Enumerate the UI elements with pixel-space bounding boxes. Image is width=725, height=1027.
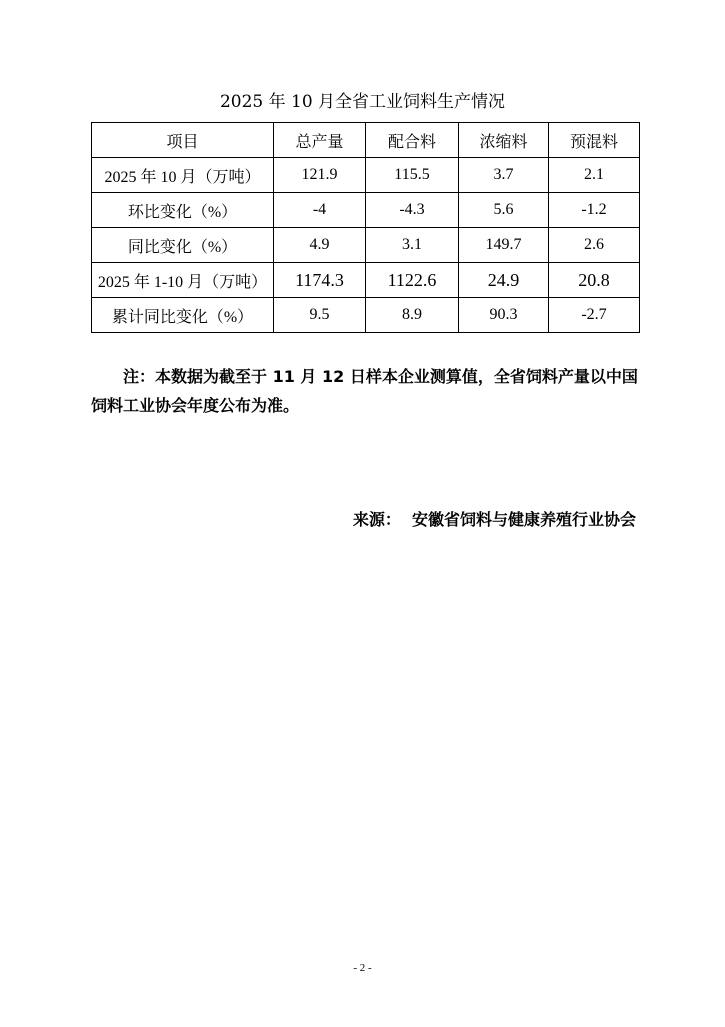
header-total-output: 总产量	[274, 123, 366, 158]
table-cell: 1174.3	[274, 263, 366, 298]
table-cell: 9.5	[274, 298, 366, 333]
row-label: 同比变化（%）	[92, 228, 274, 263]
table-cell: 90.3	[459, 298, 549, 333]
table-cell: -2.7	[549, 298, 640, 333]
table-cell: 149.7	[459, 228, 549, 263]
table-cell: -4.3	[366, 193, 459, 228]
table-cell: 2.1	[549, 158, 640, 193]
row-label: 环比变化（%）	[92, 193, 274, 228]
header-compound-feed: 配合料	[366, 123, 459, 158]
header-item: 项目	[92, 123, 274, 158]
table-cell: 20.8	[549, 263, 640, 298]
table-cell: 115.5	[366, 158, 459, 193]
table-cell: 1122.6	[366, 263, 459, 298]
table-cell: 3.1	[366, 228, 459, 263]
table-cell: 24.9	[459, 263, 549, 298]
table-cell: 5.6	[459, 193, 549, 228]
table-cell: -1.2	[549, 193, 640, 228]
table-row	[92, 158, 640, 193]
table-cell: 8.9	[366, 298, 459, 333]
table-row	[92, 228, 640, 263]
table-cell: 3.7	[459, 158, 549, 193]
table-cell: 2.6	[549, 228, 640, 263]
data-note: 注：本数据为截至于 11 月 12 日样本企业测算值，全省饲料产量以中国饲料工业协会年度公布为准。	[91, 367, 638, 415]
table-row	[92, 263, 640, 298]
table-cell: 4.9	[274, 228, 366, 263]
header-premix-feed: 预混料	[549, 123, 640, 158]
production-table	[91, 122, 640, 333]
page-number: - 2 -	[353, 962, 372, 974]
table-cell: 121.9	[274, 158, 366, 193]
source-attribution: 来源： 安徽省饲料与健康养殖行业协会	[352, 510, 636, 529]
row-label: 2025 年 1-10 月（万吨）	[92, 263, 274, 298]
table-row	[92, 193, 640, 228]
table-header-row	[92, 123, 640, 158]
table-row	[92, 298, 640, 333]
row-label: 累计同比变化（%）	[92, 298, 274, 333]
table-cell: -4	[274, 193, 366, 228]
row-label: 2025 年 10 月（万吨）	[92, 158, 274, 193]
document-title: 2025 年 10 月全省工业饲料生产情况	[219, 92, 506, 112]
header-concentrate-feed: 浓缩料	[459, 123, 549, 158]
